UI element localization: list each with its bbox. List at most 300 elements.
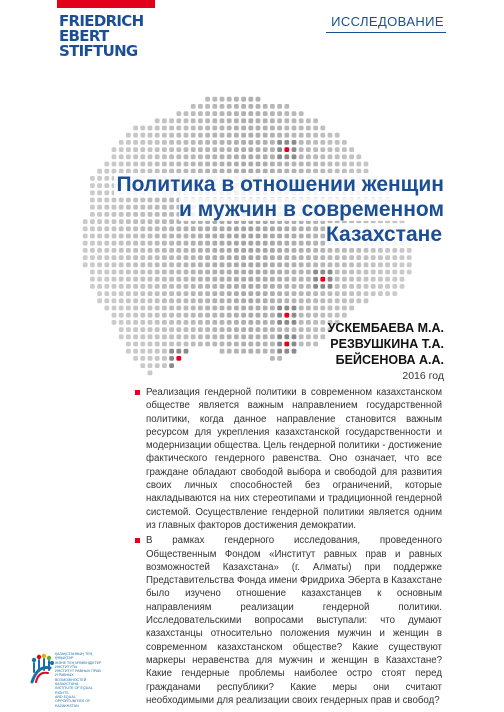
ierp-line-2: ЖӘНЕ ТЕҢ МҮМКІНДІКТЕР ИНСТИТУТЫ xyxy=(55,660,102,669)
map-dot xyxy=(119,140,124,145)
map-dot xyxy=(306,248,311,253)
map-dot xyxy=(248,262,253,267)
map-dot xyxy=(313,327,318,332)
map-dot xyxy=(356,262,361,267)
map-dot xyxy=(306,126,311,131)
map-dot xyxy=(119,154,124,159)
map-dot xyxy=(176,248,181,253)
map-dot xyxy=(119,262,124,267)
map-dot xyxy=(335,270,340,275)
map-dot xyxy=(241,320,246,325)
map-dot xyxy=(220,277,225,282)
map-dot xyxy=(155,126,160,131)
map-dot xyxy=(220,270,225,275)
map-dot xyxy=(328,248,333,253)
map-dot xyxy=(263,334,268,339)
map-dot xyxy=(256,147,261,152)
map-dot xyxy=(234,270,239,275)
map-dot xyxy=(119,270,124,275)
map-dot xyxy=(133,349,138,354)
map-dot xyxy=(234,111,239,116)
map-dot xyxy=(227,255,232,260)
map-dot xyxy=(292,284,297,289)
map-dot xyxy=(241,111,246,116)
map-dot xyxy=(400,284,405,289)
map-dot xyxy=(148,255,153,260)
map-dot xyxy=(169,126,174,131)
map-dot xyxy=(248,277,253,282)
map-dot xyxy=(378,248,383,253)
map-dot xyxy=(83,226,88,231)
map-dot xyxy=(184,154,189,159)
map-dot xyxy=(256,126,261,131)
map-dot xyxy=(335,313,340,318)
map-dot xyxy=(155,277,160,282)
map-dot xyxy=(126,277,131,282)
map-dot xyxy=(349,284,354,289)
map-dot xyxy=(220,104,225,109)
map-dot xyxy=(328,133,333,138)
map-dot xyxy=(284,111,289,116)
map-dot xyxy=(155,140,160,145)
map-dot xyxy=(248,140,253,145)
map-dot xyxy=(162,147,167,152)
map-dot xyxy=(364,291,369,296)
map-dot xyxy=(241,262,246,267)
map-dot xyxy=(227,154,232,159)
map-dot xyxy=(248,349,253,354)
map-dot xyxy=(356,277,361,282)
map-dot xyxy=(155,270,160,275)
map-dot xyxy=(234,104,239,109)
map-dot xyxy=(205,97,210,102)
map-dot xyxy=(284,140,289,145)
map-dot xyxy=(313,284,318,289)
map-dot xyxy=(191,320,196,325)
map-dot xyxy=(133,133,138,138)
map-dot xyxy=(97,248,102,253)
map-dot xyxy=(241,349,246,354)
map-dot xyxy=(112,277,117,282)
map-dot xyxy=(148,327,153,332)
map-dot xyxy=(97,226,102,231)
map-dot xyxy=(162,320,167,325)
map-dot xyxy=(306,140,311,145)
map-dot xyxy=(119,277,124,282)
map-dot xyxy=(320,313,325,318)
map-dot xyxy=(263,262,268,267)
map-dot xyxy=(119,284,124,289)
map-dot xyxy=(90,226,95,231)
map-dot xyxy=(162,133,167,138)
map-dot xyxy=(169,356,174,361)
map-dot xyxy=(371,277,376,282)
map-dot xyxy=(248,133,253,138)
map-dot xyxy=(205,126,210,131)
map-dot xyxy=(191,147,196,152)
map-dot xyxy=(169,162,174,167)
map-dot xyxy=(292,154,297,159)
map-dot xyxy=(263,313,268,318)
map-dot xyxy=(227,147,232,152)
map-dot xyxy=(184,147,189,152)
map-dot xyxy=(277,133,282,138)
map-dot xyxy=(162,334,167,339)
map-dot xyxy=(313,154,318,159)
map-dot xyxy=(97,219,102,224)
map-dot xyxy=(184,349,189,354)
map-dot xyxy=(234,262,239,267)
map-dot xyxy=(342,291,347,296)
map-dot xyxy=(320,248,325,253)
map-dot xyxy=(191,104,196,109)
map-dot xyxy=(198,298,203,303)
map-dot xyxy=(306,262,311,267)
map-dot xyxy=(248,327,253,332)
map-dot xyxy=(241,97,246,102)
map-dot xyxy=(385,277,390,282)
map-dot xyxy=(241,327,246,332)
map-dot xyxy=(119,248,124,253)
map-dot xyxy=(184,298,189,303)
map-dot xyxy=(133,162,138,167)
map-dot xyxy=(284,162,289,167)
map-dot xyxy=(169,140,174,145)
map-dot xyxy=(176,349,181,354)
map-dot xyxy=(392,248,397,253)
map-dot xyxy=(234,327,239,332)
map-dot xyxy=(313,140,318,145)
map-dot xyxy=(364,162,369,167)
map-dot xyxy=(342,162,347,167)
map-dot xyxy=(140,334,145,339)
map-dot xyxy=(205,133,210,138)
map-dot xyxy=(90,255,95,260)
map-dot xyxy=(212,320,217,325)
map-dot xyxy=(176,320,181,325)
map-dot xyxy=(169,327,174,332)
map-dot xyxy=(162,248,167,253)
map-dot xyxy=(407,255,412,260)
map-dot xyxy=(212,248,217,253)
map-dot xyxy=(220,126,225,131)
map-dot xyxy=(198,255,203,260)
map-dot xyxy=(148,349,153,354)
map-dot xyxy=(299,284,304,289)
map-dot xyxy=(119,327,124,332)
map-dot xyxy=(234,162,239,167)
map-dot xyxy=(284,133,289,138)
map-dot xyxy=(155,363,160,368)
map-dot xyxy=(198,327,203,332)
map-dot xyxy=(385,284,390,289)
map-dot xyxy=(97,212,102,217)
map-dot xyxy=(328,255,333,260)
map-dot xyxy=(169,342,174,347)
map-dot xyxy=(176,126,181,131)
map-dot xyxy=(169,255,174,260)
map-dot xyxy=(112,248,117,253)
map-dot xyxy=(263,298,268,303)
map-dot xyxy=(407,262,412,267)
map-dot xyxy=(104,298,109,303)
paragraph-2-text: В рамках гендерного исследования, проведенного Общественным Фондом «Институт равных прав и равных возможностей Казахстана» (г. Алматы) при поддержке Представительства Фонда имени Фридриха Эберта в Казахстане было изучено отношение казахстанцев к основным направлениям реализации гендерной политики. Исследовательскими вопросами выступали: что думают казахстанцы относительно положения мужчин и женщин в современном казахстанском обществе? Какие существуют маркеры неравенства для мужчин и женщин в Казахстане? Какие гендерные проблемы наиболее остро стоят перед гражданами республики? Какие меры они считают необходимыми для реализации своих гендерных прав и свобод? xyxy=(146,535,442,706)
map-dot xyxy=(176,291,181,296)
map-dot xyxy=(263,104,268,109)
map-dot xyxy=(148,277,153,282)
map-dot xyxy=(335,133,340,138)
map-dot xyxy=(292,270,297,275)
map-dot xyxy=(256,342,261,347)
map-dot xyxy=(104,255,109,260)
map-dot xyxy=(256,133,261,138)
map-dot xyxy=(299,298,304,303)
map-dot xyxy=(205,334,210,339)
map-dot xyxy=(212,313,217,318)
map-dot xyxy=(90,176,95,181)
map-dot xyxy=(198,334,203,339)
map-dot xyxy=(169,363,174,368)
map-dot xyxy=(133,277,138,282)
map-dot xyxy=(184,248,189,253)
map-dot xyxy=(277,270,282,275)
map-dot xyxy=(234,126,239,131)
map-dot xyxy=(277,140,282,145)
map-dot xyxy=(155,284,160,289)
map-dot xyxy=(378,277,383,282)
map-dot xyxy=(126,154,131,159)
map-dot xyxy=(277,334,282,339)
map-dot xyxy=(320,277,325,282)
map-dot xyxy=(299,162,304,167)
map-dot xyxy=(162,298,167,303)
map-dot xyxy=(133,327,138,332)
map-dot xyxy=(256,140,261,145)
map-dot xyxy=(349,270,354,275)
map-dot xyxy=(342,284,347,289)
map-dot xyxy=(277,162,282,167)
map-dot xyxy=(148,133,153,138)
map-dot xyxy=(263,248,268,253)
map-dot xyxy=(126,248,131,253)
map-dot xyxy=(212,298,217,303)
map-dot xyxy=(320,284,325,289)
map-dot xyxy=(140,270,145,275)
map-dot xyxy=(299,313,304,318)
map-dot xyxy=(270,306,275,311)
map-dot xyxy=(205,306,210,311)
map-dot xyxy=(299,154,304,159)
map-dot xyxy=(212,306,217,311)
map-dot xyxy=(169,334,174,339)
map-dot xyxy=(191,262,196,267)
map-dot xyxy=(306,162,311,167)
map-dot xyxy=(184,255,189,260)
map-dot xyxy=(83,255,88,260)
map-dot xyxy=(335,277,340,282)
map-dot xyxy=(184,162,189,167)
map-dot xyxy=(234,248,239,253)
map-dot xyxy=(335,291,340,296)
map-dot xyxy=(256,291,261,296)
map-dot xyxy=(270,320,275,325)
map-dot xyxy=(184,313,189,318)
map-dot xyxy=(227,140,232,145)
map-dot xyxy=(140,298,145,303)
map-dot xyxy=(234,334,239,339)
map-dot xyxy=(148,363,153,368)
map-dot xyxy=(140,349,145,354)
map-dot xyxy=(148,291,153,296)
map-dot xyxy=(176,327,181,332)
map-dot xyxy=(320,320,325,325)
map-dot xyxy=(169,147,174,152)
map-dot xyxy=(126,320,131,325)
map-dot xyxy=(292,313,297,318)
map-dot xyxy=(176,306,181,311)
ierp-line-6: AND EQUAL OPPORTUNITIES OF KAZAKHSTAN xyxy=(55,694,91,708)
ierp-logo-text xyxy=(55,652,103,708)
map-dot xyxy=(126,298,131,303)
map-dot xyxy=(364,277,369,282)
map-dot xyxy=(104,248,109,253)
map-dot xyxy=(184,342,189,347)
map-dot xyxy=(284,277,289,282)
map-dot xyxy=(256,320,261,325)
map-dot xyxy=(241,270,246,275)
map-dot xyxy=(184,118,189,123)
map-dot xyxy=(140,140,145,145)
map-dot xyxy=(241,147,246,152)
map-dot xyxy=(248,255,253,260)
map-dot xyxy=(90,212,95,217)
map-dot xyxy=(356,270,361,275)
map-dot xyxy=(155,306,160,311)
map-dot xyxy=(169,306,174,311)
map-dot xyxy=(198,133,203,138)
map-dot xyxy=(400,255,405,260)
map-dot xyxy=(220,140,225,145)
map-dot xyxy=(191,277,196,282)
map-dot xyxy=(234,133,239,138)
map-dot xyxy=(191,154,196,159)
map-dot xyxy=(220,313,225,318)
map-dot xyxy=(364,298,369,303)
map-dot xyxy=(198,313,203,318)
map-dot xyxy=(227,284,232,289)
map-dot xyxy=(227,248,232,253)
map-dot xyxy=(112,154,117,159)
map-dot xyxy=(191,342,196,347)
map-dot xyxy=(299,291,304,296)
map-dot xyxy=(155,298,160,303)
map-dot xyxy=(256,306,261,311)
map-dot xyxy=(119,291,124,296)
map-dot xyxy=(248,118,253,123)
map-dot xyxy=(292,320,297,325)
map-dot xyxy=(140,306,145,311)
map-dot xyxy=(220,320,225,325)
map-dot xyxy=(169,277,174,282)
map-dot xyxy=(328,277,333,282)
map-dot xyxy=(234,284,239,289)
map-dot xyxy=(126,306,131,311)
map-dot xyxy=(263,349,268,354)
map-dot xyxy=(371,262,376,267)
map-dot xyxy=(83,234,88,239)
map-dot xyxy=(292,298,297,303)
map-dot xyxy=(112,320,117,325)
ierp-line-3: ИНСТИТУТ РАВНЫХ ПРАВ xyxy=(55,669,101,674)
map-dot xyxy=(140,262,145,267)
map-dot xyxy=(292,140,297,145)
map-dot xyxy=(155,342,160,347)
map-dot xyxy=(126,334,131,339)
map-dot xyxy=(119,255,124,260)
map-dot xyxy=(90,219,95,224)
map-dot xyxy=(313,262,318,267)
map-dot xyxy=(227,320,232,325)
map-dot xyxy=(119,147,124,152)
map-dot xyxy=(140,133,145,138)
map-dot xyxy=(104,291,109,296)
map-dot xyxy=(148,342,153,347)
map-dot xyxy=(205,147,210,152)
map-dot xyxy=(97,270,102,275)
map-dot xyxy=(313,147,318,152)
map-dot xyxy=(205,154,210,159)
map-dot xyxy=(263,154,268,159)
paragraph-1-text: Реализация гендерной политики в современном казахстанском обществе является важным направлением государственной политики, когда данное направление становится важным ресурсом для укрепления казахстанской государственности и модернизации общества. Цель гендерной политики - достижение фактического гендерного равенства. Оно означает, что все граждане обладают свободой выбора и свободой для развития своих личных способностей без ограничений, которые накладываются на них стереотипами и традиционной гендерной системой. Осуществление гендерной политики является одним из главных факторов достижения демократии. xyxy=(146,387,442,531)
map-dot xyxy=(342,262,347,267)
map-dot xyxy=(241,140,246,145)
map-dot xyxy=(299,133,304,138)
map-dot xyxy=(284,320,289,325)
body-text xyxy=(146,386,442,709)
map-dot xyxy=(292,248,297,253)
map-dot xyxy=(162,277,167,282)
map-dot xyxy=(104,162,109,167)
map-dot xyxy=(356,248,361,253)
map-dot xyxy=(176,356,181,361)
map-dot xyxy=(133,356,138,361)
map-dot xyxy=(198,118,203,123)
map-dot xyxy=(97,241,102,246)
map-dot xyxy=(342,154,347,159)
map-dot xyxy=(320,154,325,159)
map-dot xyxy=(385,262,390,267)
map-dot xyxy=(392,277,397,282)
map-dot xyxy=(140,162,145,167)
map-dot xyxy=(220,248,225,253)
map-dot xyxy=(184,291,189,296)
map-dot xyxy=(256,104,261,109)
map-dot xyxy=(256,97,261,102)
map-dot xyxy=(119,162,124,167)
map-dot xyxy=(155,356,160,361)
map-dot xyxy=(284,126,289,131)
map-dot xyxy=(155,291,160,296)
map-dot xyxy=(126,140,131,145)
map-dot xyxy=(97,183,102,188)
map-dot xyxy=(306,284,311,289)
map-dot xyxy=(313,320,318,325)
map-dot xyxy=(220,291,225,296)
map-dot xyxy=(162,342,167,347)
map-dot xyxy=(349,277,354,282)
map-dot xyxy=(198,291,203,296)
map-dot xyxy=(184,306,189,311)
